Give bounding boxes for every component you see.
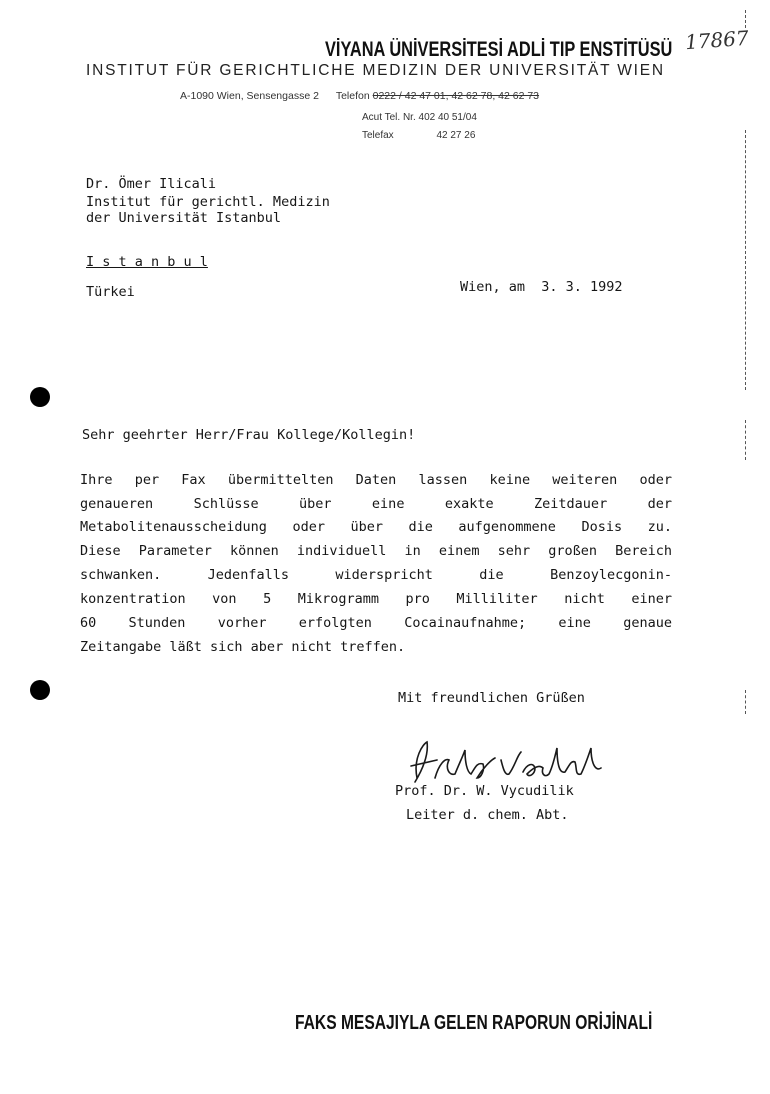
phone-numbers: 0222 / 42 47 01, 42 62 78, 42 62 73 [372, 90, 540, 102]
fax-edge-mark [745, 130, 747, 390]
body-line: Ihre per Fax übermittelten Daten lassen keine weiteren oder [80, 472, 672, 488]
body-line: genaueren Schlüsse über eine exakte Zeitdauer der [80, 496, 672, 512]
address-line [180, 90, 539, 102]
body-line: Metabolitenausscheidung oder über die aufgenommene Dosis zu. [80, 519, 672, 535]
fax-line [362, 130, 475, 141]
body-line: schwanken. Jedenfalls widerspricht die Benzoylecgonin- [80, 567, 672, 583]
date-line: Wien, am 3. 3. 1992 [460, 279, 623, 295]
recipient-city: I s t a n b u l [86, 254, 208, 270]
punch-hole [30, 387, 50, 407]
institute-name: INSTITUT FÜR GERICHTLICHE MEDIZIN DER UNIVERSITÄT WIEN [86, 62, 665, 79]
stamp-title: VİYANA ÜNİVERSİTESİ ADLİ TIP ENSTİTÜSÜ [325, 38, 673, 61]
handwritten-number: 17867 [684, 25, 750, 55]
recipient-line: Institut für gerichtl. Medizin [86, 194, 330, 210]
signature-graphic [405, 738, 610, 786]
acute-phone: Acut Tel. Nr. 402 40 51/04 [362, 112, 477, 123]
body-line: Diese Parameter können individuell in einem sehr großen Bereich [80, 543, 672, 559]
recipient-country: Türkei [86, 284, 135, 300]
address: A-1090 Wien, Sensengasse 2 [180, 90, 319, 102]
body-line: Zeitangabe läßt sich aber nicht treffen. [80, 639, 406, 655]
fax-label: Telefax [362, 130, 394, 141]
recipient-line: Dr. Ömer Ilicali [86, 176, 217, 192]
body-line: 60 Stunden vorher erfolgten Cocainaufnahme; eine genaue [80, 615, 672, 631]
recipient-line: der Universität Istanbul [86, 210, 282, 226]
signer-title: Leiter d. chem. Abt. [406, 807, 569, 823]
fax-number: 42 27 26 [436, 130, 476, 141]
phone-label: Telefon [335, 90, 370, 102]
signer-name: Prof. Dr. W. Vycudilik [395, 783, 574, 799]
footer-note: FAKS MESAJIYLA GELEN RAPORUN ORİJİNALİ [295, 1012, 653, 1034]
fax-edge-mark [745, 690, 747, 714]
punch-hole [30, 680, 50, 700]
fax-edge-mark [745, 420, 747, 460]
body-line: konzentration von 5 Mikrogramm pro Milliliter nicht einer [80, 591, 672, 607]
closing: Mit freundlichen Grüßen [398, 690, 585, 706]
salutation: Sehr geehrter Herr/Frau Kollege/Kollegin! [82, 427, 416, 443]
